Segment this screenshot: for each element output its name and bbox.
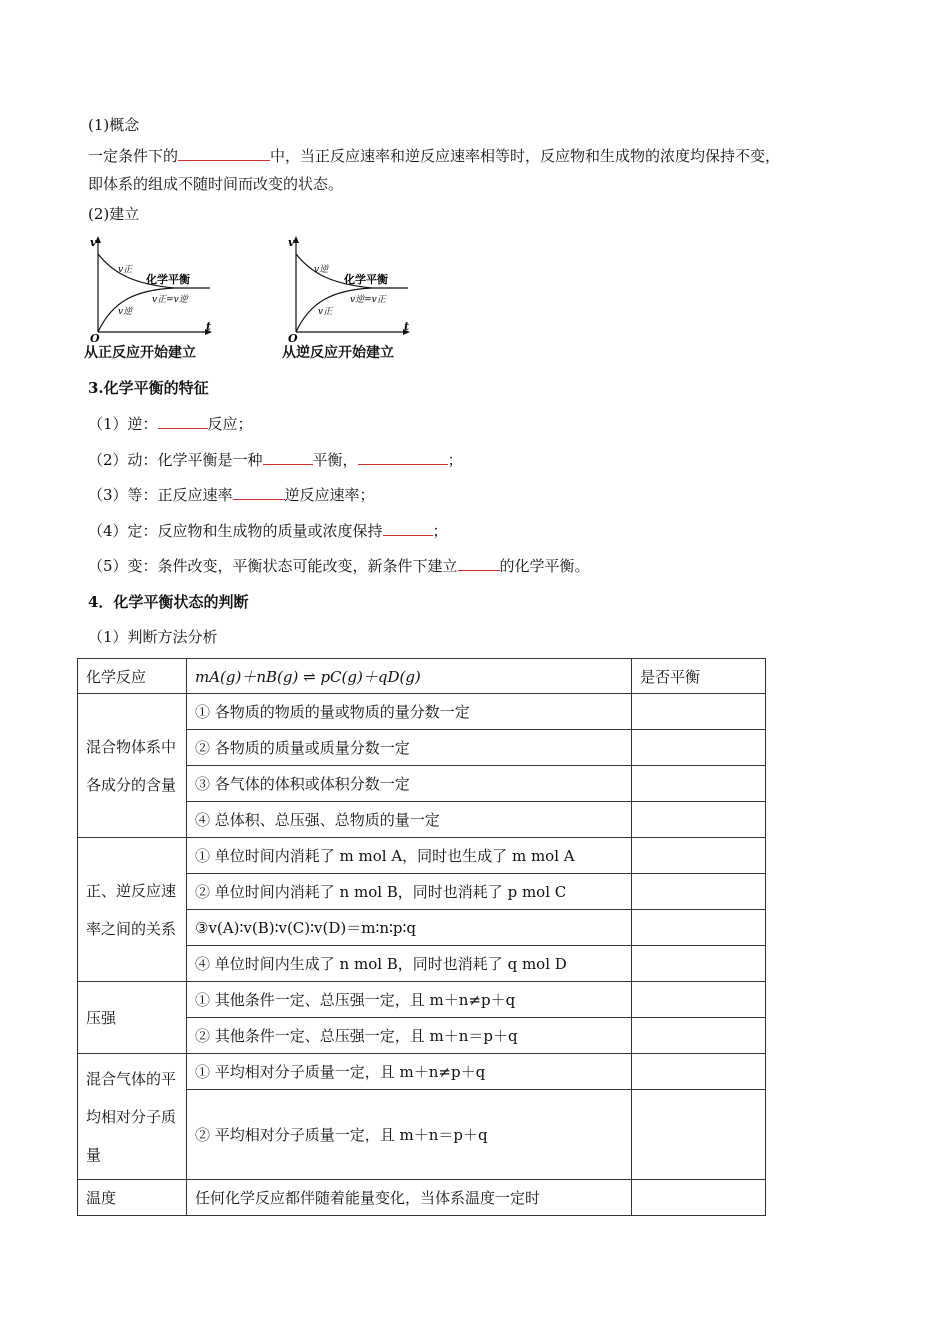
condition-cell: ② 单位时间内消耗了 n mol B，同时也消耗了 p mol C bbox=[187, 874, 632, 910]
origin-label: O bbox=[288, 332, 298, 345]
answer-cell[interactable] bbox=[632, 1018, 766, 1054]
equilibrium-label: 化学平衡 bbox=[344, 273, 388, 286]
concept-line-1 bbox=[88, 146, 780, 166]
table-row bbox=[78, 982, 766, 1018]
fill-blank[interactable] bbox=[383, 521, 433, 536]
concept-heading: (1)概念 bbox=[88, 116, 140, 134]
equal-label: v正=v逆 bbox=[152, 295, 188, 305]
section3-heading: 3.化学平衡的特征 bbox=[88, 379, 209, 397]
category-cell: 混合物体系中各成分的含量 bbox=[78, 694, 187, 838]
feature-item-5 bbox=[88, 556, 590, 576]
item-text: （5）变：条件改变，平衡状态可能改变，新条件下建立 bbox=[88, 557, 458, 575]
x-axis-label: t bbox=[404, 320, 410, 333]
concept-line-2: 即体系的组成不随时间而改变的状态。 bbox=[88, 175, 344, 193]
item-text: 的化学平衡。 bbox=[499, 557, 590, 575]
answer-cell[interactable] bbox=[632, 694, 766, 730]
header-reaction-equation: mA(g)＋nB(g) ⇌ pC(g)＋qD(g) bbox=[187, 659, 632, 694]
fill-blank[interactable] bbox=[263, 450, 313, 465]
condition-cell: ② 各物质的质量或质量分数一定 bbox=[187, 730, 632, 766]
table-header-row bbox=[78, 659, 766, 694]
category-cell: 混合气体的平均相对分子质量 bbox=[78, 1054, 187, 1180]
x-axis-label: t bbox=[206, 320, 212, 333]
fill-blank[interactable] bbox=[158, 414, 208, 429]
condition-cell: ① 各物质的物质的量或物质的量分数一定 bbox=[187, 694, 632, 730]
item-text: （1）逆： bbox=[88, 415, 158, 433]
item-text: ； bbox=[432, 522, 448, 540]
graph-caption: 从正反应开始建立 bbox=[84, 345, 196, 361]
condition-cell: ③ 各气体的体积或体积分数一定 bbox=[187, 766, 632, 802]
condition-cell: ② 平均相对分子质量一定，且 m＋n＝p＋q bbox=[187, 1090, 632, 1180]
answer-cell[interactable] bbox=[632, 838, 766, 874]
graph-caption: 从逆反应开始建立 bbox=[282, 345, 394, 361]
answer-cell[interactable] bbox=[632, 982, 766, 1018]
concept-line1-pre: 一定条件下的 bbox=[88, 147, 179, 165]
table-row bbox=[78, 694, 766, 730]
fill-blank[interactable] bbox=[178, 146, 270, 161]
judgment-table bbox=[77, 658, 766, 1216]
feature-item-4 bbox=[88, 521, 448, 541]
answer-cell[interactable] bbox=[632, 874, 766, 910]
section4-subheading: （1）判断方法分析 bbox=[88, 628, 218, 646]
item-text: ； bbox=[447, 451, 463, 469]
fill-blank[interactable] bbox=[458, 556, 500, 571]
condition-cell: ① 平均相对分子质量一定，且 m＋n≠p＋q bbox=[187, 1054, 632, 1090]
upper-curve-label: v正 bbox=[118, 265, 133, 275]
condition-cell: 任何化学反应都伴随着能量变化，当体系温度一定时 bbox=[187, 1180, 632, 1216]
condition-cell: ① 其他条件一定、总压强一定，且 m＋n≠p＋q bbox=[187, 982, 632, 1018]
equilibrium-label: 化学平衡 bbox=[146, 273, 190, 286]
condition-cell: ① 单位时间内消耗了 m mol A，同时也生成了 m mol A bbox=[187, 838, 632, 874]
category-cell: 正、逆反应速率之间的关系 bbox=[78, 838, 187, 982]
item-text: 逆反应速率； bbox=[284, 486, 375, 504]
condition-cell: ③v(A)∶v(B)∶v(C)∶v(D)＝m∶n∶p∶q bbox=[187, 910, 632, 946]
table-row bbox=[78, 838, 766, 874]
condition-cell: ② 其他条件一定、总压强一定，且 m＋n＝p＋q bbox=[187, 1018, 632, 1054]
item-text: 反应； bbox=[207, 415, 253, 433]
answer-cell[interactable] bbox=[632, 730, 766, 766]
y-axis-label: v bbox=[288, 236, 295, 249]
item-text: 平衡， bbox=[312, 451, 358, 469]
item-text: （2）动：化学平衡是一种 bbox=[88, 451, 263, 469]
section4-heading: 4．化学平衡状态的判断 bbox=[88, 593, 249, 611]
answer-cell[interactable] bbox=[632, 1090, 766, 1180]
lower-curve-label: v逆 bbox=[118, 307, 133, 317]
category-cell: 温度 bbox=[78, 1180, 187, 1216]
fill-blank[interactable] bbox=[233, 485, 285, 500]
lower-curve-label: v正 bbox=[318, 307, 333, 317]
answer-cell[interactable] bbox=[632, 946, 766, 982]
answer-cell[interactable] bbox=[632, 910, 766, 946]
table-row bbox=[78, 1054, 766, 1090]
y-axis-label: v bbox=[90, 236, 97, 249]
feature-item-3 bbox=[88, 485, 375, 505]
feature-item-1 bbox=[88, 414, 253, 434]
item-text: （4）定：反应物和生成物的质量或浓度保持 bbox=[88, 522, 383, 540]
feature-item-2 bbox=[88, 450, 463, 470]
answer-cell[interactable] bbox=[632, 802, 766, 838]
header-reaction-label: 化学反应 bbox=[78, 659, 187, 694]
answer-cell[interactable] bbox=[632, 1054, 766, 1090]
origin-label: O bbox=[90, 332, 100, 345]
answer-cell[interactable] bbox=[632, 1180, 766, 1216]
condition-cell: ④ 单位时间内生成了 n mol B，同时也消耗了 q mol D bbox=[187, 946, 632, 982]
graph-forward bbox=[84, 232, 224, 364]
table-row bbox=[78, 1180, 766, 1216]
condition-cell: ④ 总体积、总压强、总物质的量一定 bbox=[187, 802, 632, 838]
graph-reverse bbox=[282, 232, 422, 364]
build-heading: (2)建立 bbox=[88, 205, 140, 223]
fill-blank[interactable] bbox=[358, 450, 448, 465]
concept-line1-post: 中，当正反应速率和逆反应速率相等时，反应物和生成物的浓度均保持不变， bbox=[270, 147, 781, 165]
answer-cell[interactable] bbox=[632, 766, 766, 802]
equal-label: v逆=v正 bbox=[350, 295, 386, 305]
header-balance-label: 是否平衡 bbox=[632, 659, 766, 694]
item-text: （3）等：正反应速率 bbox=[88, 486, 233, 504]
upper-curve-label: v逆 bbox=[314, 265, 329, 275]
category-cell: 压强 bbox=[78, 982, 187, 1054]
